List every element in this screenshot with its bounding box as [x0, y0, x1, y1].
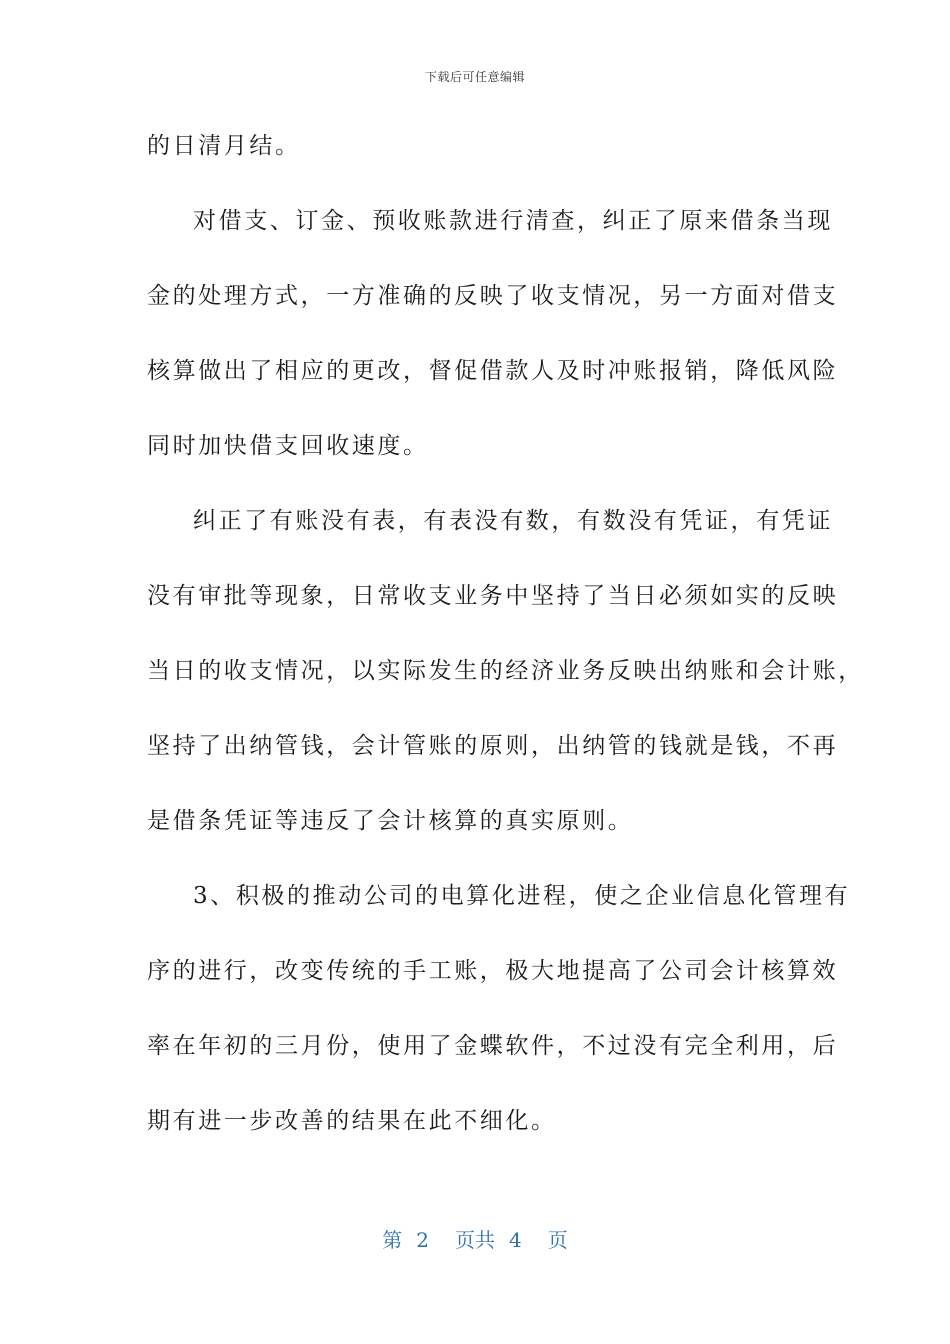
paragraph-line: 对借支、订金、预收账款进行清查，纠正了原来借条当现 [193, 208, 833, 234]
page-header: 下载后可任意编辑 [424, 70, 525, 84]
paragraph-line: 金的处理方式，一方准确的反映了收支情况，另一方面对借支 [147, 283, 839, 309]
paragraph-line: 坚持了出纳管钱，会计管账的原则，出纳管的钱就是钱，不再 [147, 733, 839, 759]
footer-prefix: 第 [382, 1228, 403, 1252]
paragraph-line: 纠正了有账没有表，有表没有数，有数没有凭证，有凭证 [193, 508, 833, 534]
paragraph-line: 率在年初的三月份，使用了金蝶软件，不过没有完全利用，后 [147, 1033, 839, 1059]
footer-suffix: 页 [547, 1228, 568, 1252]
paragraph-line: 的日清月结。 [147, 133, 301, 159]
footer-current-page: 2 [416, 1228, 429, 1252]
document-body [147, 120, 864, 1170]
paragraph-line: 期有进一步改善的结果在此不细化。 [147, 1108, 557, 1134]
paragraph-line: 序的进行，改变传统的手工账，极大地提高了公司会计核算效 [147, 958, 839, 984]
paragraph-line: 3、积极的推动公司的电算化进程，使之企业信息化管理有 [193, 883, 851, 909]
paragraph-line: 没有审批等现象，日常收支业务中坚持了当日必须如实的反映 [147, 583, 839, 609]
footer-middle: 页共 [455, 1228, 495, 1252]
paragraph-line: 同时加快借支回收速度。 [147, 433, 429, 459]
footer-total-pages: 4 [509, 1228, 522, 1252]
paragraph-line: 当日的收支情况，以实际发生的经济业务反映出纳账和会计账， [147, 658, 864, 684]
paragraph-line: 核算做出了相应的更改，督促借款人及时冲账报销，降低风险 [147, 358, 839, 384]
page-footer [0, 1224, 950, 1253]
paragraph-line: 是借条凭证等违反了会计核算的真实原则。 [147, 808, 634, 834]
